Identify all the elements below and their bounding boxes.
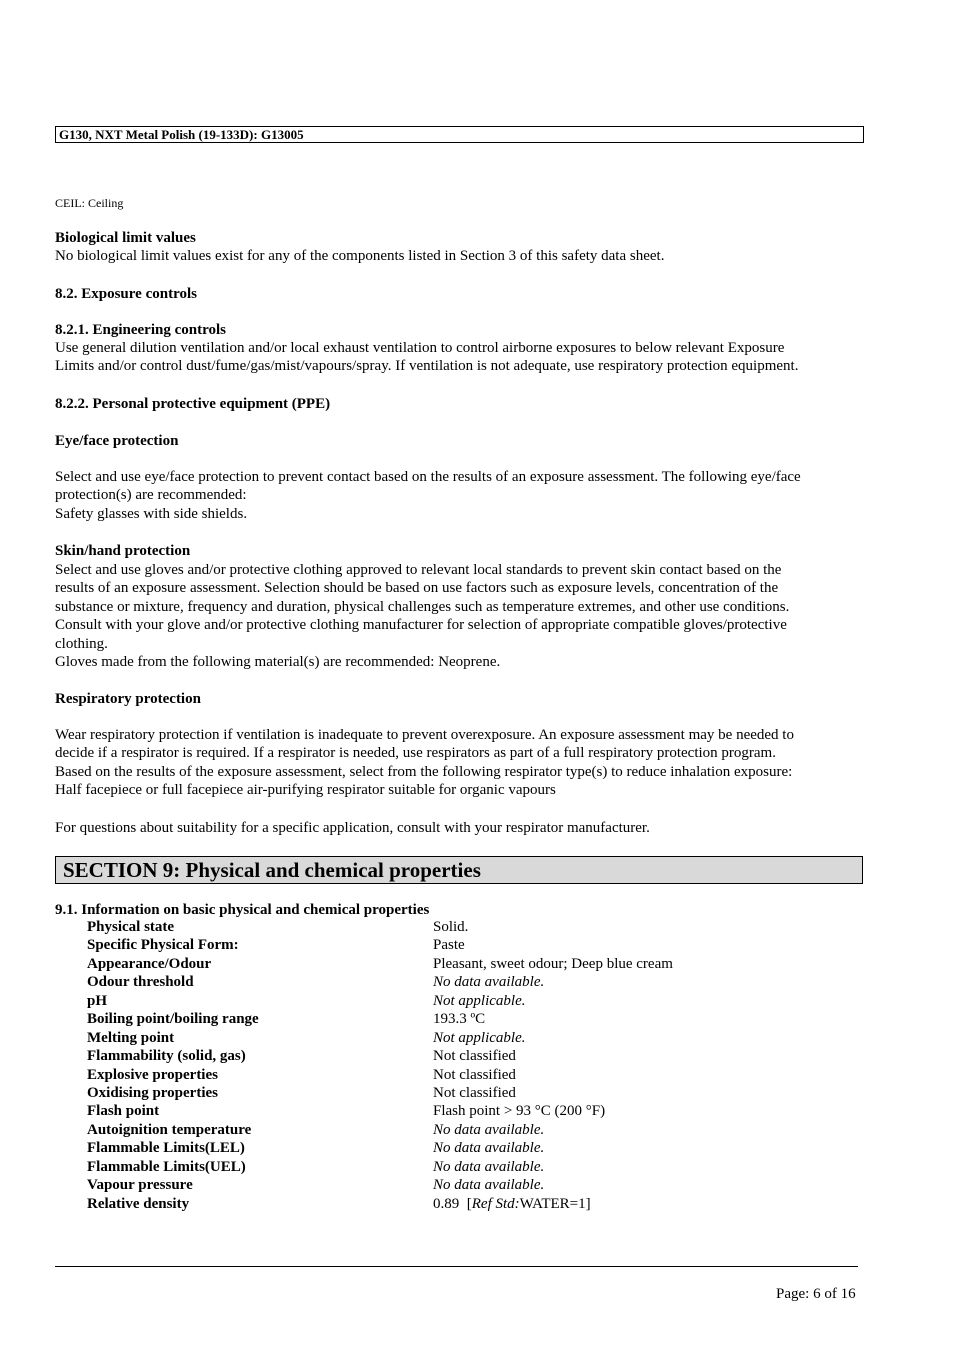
skin-text	[55, 561, 865, 671]
property-value: Paste	[433, 937, 465, 954]
property-value: Not applicable.	[433, 992, 526, 1009]
property-value: No data available.	[433, 974, 545, 991]
ref-std-value: WATER=1]	[519, 1195, 591, 1212]
property-label: Vapour pressure	[87, 1177, 193, 1194]
property-label: Appearance/Odour	[87, 955, 212, 972]
skin-line: substance or mixture, frequency and duration, physical challenges such as temperature extremes, and other use conditions.	[55, 598, 790, 615]
respiratory-line: Half facepiece or full facepiece air-purifying respirator suitable for organic vapours	[55, 782, 556, 799]
engineering-line: Limits and/or control dust/fume/gas/mist/vapours/spray. If ventilation is not adequate, use respiratory protection equipment.	[55, 358, 799, 375]
property-value: Not classified	[433, 1066, 516, 1083]
respiratory-line: decide if a respirator is required. If a respirator is needed, use respirators as part of a full respiratory protection program.	[55, 745, 776, 762]
eye-heading: Eye/face protection	[55, 433, 179, 449]
eye-text	[55, 468, 865, 523]
property-value: Not applicable.	[433, 1029, 526, 1046]
property-label: Flammability (solid, gas)	[87, 1048, 246, 1065]
respiratory-line: Wear respiratory protection if ventilation is inadequate to prevent overexposure. An exposure assessment may be needed to	[55, 727, 794, 743]
property-value: No data available.	[433, 1158, 545, 1175]
exposure-controls-heading: 8.2. Exposure controls	[55, 286, 197, 302]
property-value: Flash point > 93 °C (200 °F)	[433, 1103, 606, 1120]
ref-open-bracket: [	[466, 1195, 472, 1212]
engineering-heading: 8.2.1. Engineering controls	[55, 322, 226, 338]
property-label: Odour threshold	[87, 974, 194, 991]
property-label: Oxidising properties	[87, 1084, 218, 1101]
property-label: Flash point	[87, 1103, 160, 1120]
property-label: Flammable Limits(UEL)	[87, 1158, 246, 1175]
eye-line: Safety glasses with side shields.	[55, 505, 248, 522]
section-9-1-heading: 9.1. Information on basic physical and chemical properties	[55, 902, 430, 918]
respiratory-note: For questions about suitability for a specific application, consult with your respirator manufacturer.	[55, 820, 650, 836]
ref-std-label: Ref Std:	[471, 1195, 520, 1212]
skin-line: results of an exposure assessment. Selection should be based on use factors such as exposure levels, concentration of the	[55, 580, 779, 597]
property-label: Flammable Limits(LEL)	[87, 1140, 245, 1157]
property-value: Not classified	[433, 1084, 516, 1101]
footer-divider	[55, 1266, 858, 1267]
property-value: Pleasant, sweet odour; Deep blue cream	[433, 955, 673, 972]
skin-line: clothing.	[55, 635, 108, 652]
property-value: 193.3 ºC	[433, 1011, 486, 1028]
property-label: Specific Physical Form:	[87, 937, 239, 954]
skin-heading: Skin/hand protection	[55, 543, 191, 559]
respiratory-heading: Respiratory protection	[55, 691, 201, 707]
property-value: No data available.	[433, 1121, 545, 1138]
property-value: Solid.	[433, 919, 469, 935]
property-label: Autoignition temperature	[87, 1121, 252, 1138]
biological-text: No biological limit values exist for any of the components listed in Section 3 of this safety data sheet.	[55, 248, 665, 264]
property-label: Boiling point/boiling range	[87, 1011, 259, 1028]
eye-line: Select and use eye/face protection to prevent contact based on the results of an exposure assessment. The following eye/face	[55, 469, 801, 485]
property-label: Melting point	[87, 1029, 175, 1046]
skin-line: Consult with your glove and/or protective clothing manufacturer for selection of appropriate compatible gloves/protective	[55, 617, 787, 634]
eye-line: protection(s) are recommended:	[55, 487, 247, 504]
property-value: 0.89	[433, 1195, 460, 1212]
respiratory-line: Based on the results of the exposure assessment, select from the following respirator type(s) to reduce inhalation exposure:	[55, 763, 793, 780]
product-title: G130, NXT Metal Polish (19-133D): G13005	[59, 127, 304, 142]
property-label: pH	[87, 992, 108, 1009]
engineering-text	[55, 339, 865, 376]
property-label: Physical state	[87, 919, 175, 935]
property-value-group	[433, 1195, 591, 1213]
property-value: No data available.	[433, 1140, 545, 1157]
property-label: Explosive properties	[87, 1066, 218, 1083]
document-header	[55, 126, 864, 143]
skin-line: Select and use gloves and/or protective clothing approved to relevant local standards to prevent skin contact based on the	[55, 562, 782, 578]
engineering-line: Use general dilution ventilation and/or local exhaust ventilation to control airborne exposures to below relevant Exposure	[55, 340, 785, 356]
skin-line: Gloves made from the following material(s) are recommended: Neoprene.	[55, 654, 501, 671]
ceil-note: CEIL: Ceiling	[55, 196, 124, 210]
respiratory-text	[55, 726, 865, 800]
section-9-title: SECTION 9: Physical and chemical properties	[55, 856, 863, 884]
property-label: Relative density	[87, 1195, 190, 1212]
page-number: Page: 6 of 16	[776, 1286, 856, 1302]
ppe-heading: 8.2.2. Personal protective equipment (PPE)	[55, 396, 331, 412]
biological-heading: Biological limit values	[55, 230, 196, 246]
property-value: Not classified	[433, 1048, 516, 1065]
property-value: No data available.	[433, 1177, 545, 1194]
